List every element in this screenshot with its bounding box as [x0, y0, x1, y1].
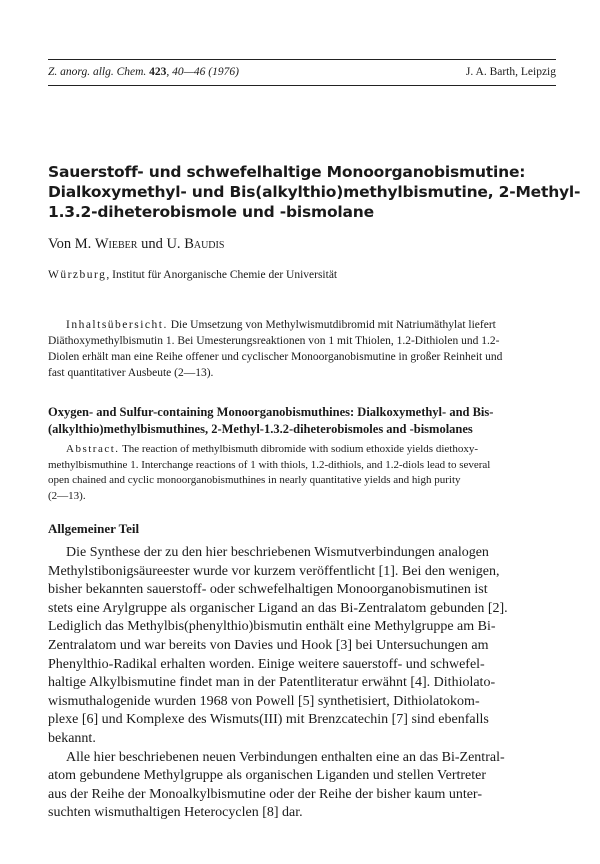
english-title-line: Oxygen- and Sulfur-containing Monoorganobismuthines: Dialkoxymethyl- and Bis-: [48, 405, 494, 419]
author-joiner: und U.: [141, 236, 181, 252]
header-top-rule: [48, 59, 556, 60]
author-prefix: Von M.: [48, 236, 92, 252]
title-line: Dialkoxymethyl- und Bis(alkylthio)methylbismutine, 2-Methyl-: [48, 183, 581, 201]
running-header: [48, 66, 556, 78]
body-line: Zentralatom und war bereits von Davies und Hook [3] bei Untersuchungen am: [48, 637, 489, 653]
journal-citation: Z. anorg. allg. Chem. 423, 40—46 (1976): [48, 66, 239, 78]
german-abstract-line: fast quantitativer Ausbeute (2—13).: [48, 367, 214, 379]
title-line: 1.3.2-diheterobismole und -bismolane: [48, 203, 374, 221]
english-abstract-label: Abstract.: [66, 443, 120, 455]
title-line: Sauerstoff- und schwefelhaltige Monoorganobismutine:: [48, 163, 526, 181]
body-line: atom gebundene Methylgruppe als organischen Liganden und stellen Vertreter: [48, 768, 487, 784]
body-line: bisher bekannten sauerstoff- oder schwefelhaltigen Monoorganobismutinen ist: [48, 582, 488, 598]
affiliation-institute: , Institut für Anorganische Chemie der Universität: [106, 269, 338, 281]
body-line: aus der Reihe der Monoalkylbismutine oder der Reihe der bisher kaum unter-: [48, 786, 482, 802]
english-title-line: (alkylthio)methylbismuthines, 2-Methyl-1.3.2-diheterobismoles and -bismolanes: [48, 422, 473, 436]
english-abstract-line: open chained and cyclic monoorganobismuthines in nearly quantitative yields and high purity: [48, 474, 461, 486]
journal-volume: 423: [149, 66, 167, 78]
english-abstract-line: methylbismuthine 1. Interchange reactions of 1 with thiols, 1.2-dithiols, and 1.2-diols lead to several: [48, 458, 491, 471]
body-line: suchten wismuthaltigen Heterocyclen [8] dar.: [48, 805, 303, 821]
body-line: Lediglich das Methylbis(phenylthio)bismutin enthält eine Methylgruppe am Bi-: [48, 619, 496, 635]
affiliation-city: Würzburg: [48, 269, 107, 281]
body-text: [48, 544, 560, 823]
body-line: Methylstibonigsäureester wurde vor kurzem veröffentlicht [1]. Bei den wenigen,: [48, 563, 500, 579]
english-abstract-line: The reaction of methylbismuth dibromide with sodium ethoxide yields diethoxy-: [122, 443, 478, 455]
journal-name: Z. anorg. allg. Chem.: [48, 66, 147, 78]
body-line: stets eine Arylgruppe als organischer Ligand an das Bi-Zentralatom gebunden [2].: [48, 600, 508, 616]
article-title: [48, 162, 581, 222]
publisher: J. A. Barth, Leipzig: [465, 66, 556, 78]
body-line: wismuthalogenide wurden 1968 von Powell [5] synthetisiert, Dithiolatokom-: [48, 693, 480, 709]
body-line: bekannt.: [48, 730, 96, 746]
body-line: haltige Alkylbismutine findet man in der Patentliteratur erwähnt [4]. Dithiolato-: [48, 675, 496, 691]
german-abstract-label: Inhaltsübersicht.: [66, 319, 168, 331]
german-abstract: [48, 317, 556, 381]
english-abstract: [48, 442, 556, 504]
affiliation: [48, 269, 337, 281]
german-abstract-line: Diolen erhält man eine Reihe offener und cyclischer Monoorganobismutine in großer Reinheit und: [48, 351, 503, 363]
body-line: plexe [6] und Komplexe des Wismuts(III) mit Brenzcatechin [7] sind ebenfalls: [48, 712, 489, 728]
author2-surname: Baudis: [184, 236, 225, 252]
english-abstract-line: (2—13).: [48, 489, 86, 502]
german-abstract-line: Die Umsetzung von Methylwismutdibromid mit Natriumäthylat liefert: [170, 319, 496, 331]
body-line: Die Synthese der zu den hier beschriebenen Wismutverbindungen analogen: [66, 545, 489, 560]
body-line: Phenylthio-Radikal erhalten worden. Einige weitere sauerstoff- und schwefel-: [48, 656, 485, 672]
header-bottom-rule: [48, 85, 556, 86]
german-abstract-line: Diäthoxymethylbismutin 1. Bei Umesterungsreaktionen von 1 mit Thiolen, 1.2-Dithiolen und 1.2-: [48, 335, 500, 347]
author-line: [48, 236, 224, 253]
body-line: Alle hier beschriebenen neuen Verbindungen enthalten eine an das Bi-Zentral-: [66, 749, 505, 765]
section-heading: Allgemeiner Teil: [48, 521, 140, 536]
journal-pages: 40—46 (1976): [172, 66, 239, 78]
author1-surname: Wieber: [94, 236, 138, 252]
english-title: [48, 404, 556, 438]
